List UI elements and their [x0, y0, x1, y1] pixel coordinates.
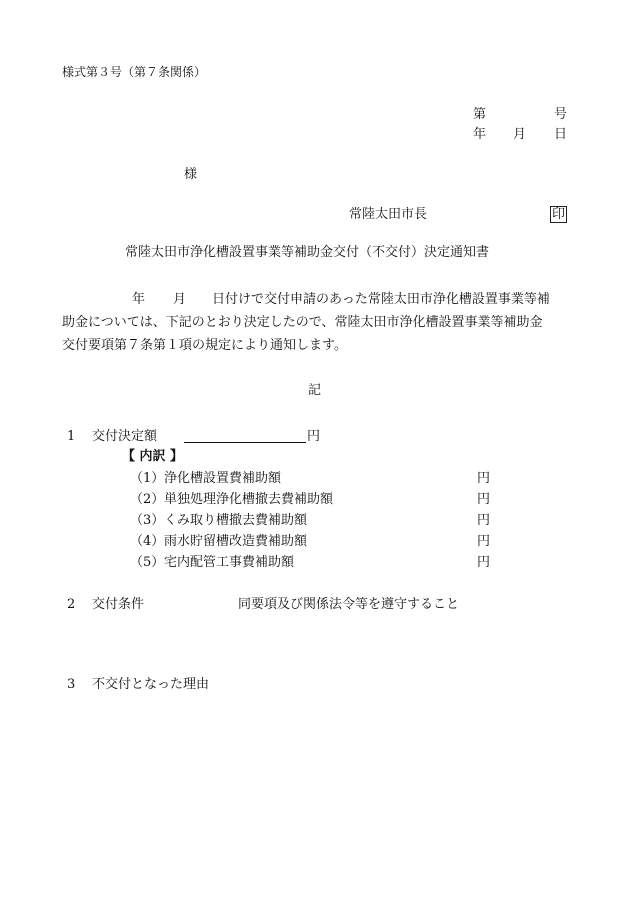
item2-unit: 円	[477, 492, 491, 507]
date-year: 年	[473, 127, 487, 142]
document-title: 常陸太田市浄化槽設置事業等補助金交付（不交付）決定通知書	[125, 245, 490, 260]
ref-no-suffix: 号	[554, 107, 568, 122]
form-label: 様式第３号（第７条関係）	[62, 65, 207, 79]
section2-text: 同要項及び関係法令等を遵守すること	[238, 597, 460, 612]
date-day: 日	[554, 127, 568, 142]
issuer-name: 常陸太田市長	[349, 207, 428, 222]
body-year: 年	[132, 292, 146, 307]
body-month: 月	[173, 292, 187, 307]
item3-label: くみ取り槽撤去費補助額	[164, 513, 308, 528]
ref-no-prefix: 第	[473, 107, 487, 122]
decision-amount-field	[184, 430, 320, 443]
amount-underline	[184, 430, 306, 443]
recipient-suffix: 様	[184, 167, 198, 182]
ki-heading: 記	[308, 383, 322, 398]
item4-unit: 円	[477, 534, 491, 549]
body-line1: 日付けで交付申請のあった常陸太田市浄化槽設置事業等補	[212, 292, 550, 307]
item3-unit: 円	[477, 513, 491, 528]
item2-num: （2）	[130, 492, 165, 507]
seal-mark: 印	[552, 207, 566, 222]
section3-label: 不交付となった理由	[92, 677, 210, 692]
item2-label: 単独処理浄化槽撤去費補助額	[164, 492, 334, 507]
section2-label: 交付条件	[92, 597, 145, 612]
item1-label: 浄化槽設置費補助額	[164, 471, 282, 486]
item4-num: （4）	[130, 534, 165, 549]
section2-number: 2	[67, 597, 76, 612]
item5-unit: 円	[477, 555, 491, 570]
item1-num: （1）	[130, 471, 165, 486]
breakdown-label: 【 内訳 】	[122, 449, 184, 464]
body-line2: 助金については、下記のとおり決定したので、常陸太田市浄化槽設置事業等補助金	[62, 315, 543, 330]
body-line3: 交付要項第７条第１項の規定により通知します。	[62, 338, 347, 353]
section1-number: 1	[67, 429, 76, 444]
item4-label: 雨水貯留槽改造費補助額	[164, 534, 308, 549]
section3-number: 3	[67, 677, 76, 692]
item3-num: （3）	[130, 513, 165, 528]
item5-label: 宅内配管工事費補助額	[164, 555, 295, 570]
date-month: 月	[513, 127, 527, 142]
item1-unit: 円	[477, 471, 491, 486]
section1-label: 交付決定額	[92, 429, 158, 444]
section1-unit: 円	[307, 429, 321, 444]
item5-num: （5）	[130, 555, 165, 570]
